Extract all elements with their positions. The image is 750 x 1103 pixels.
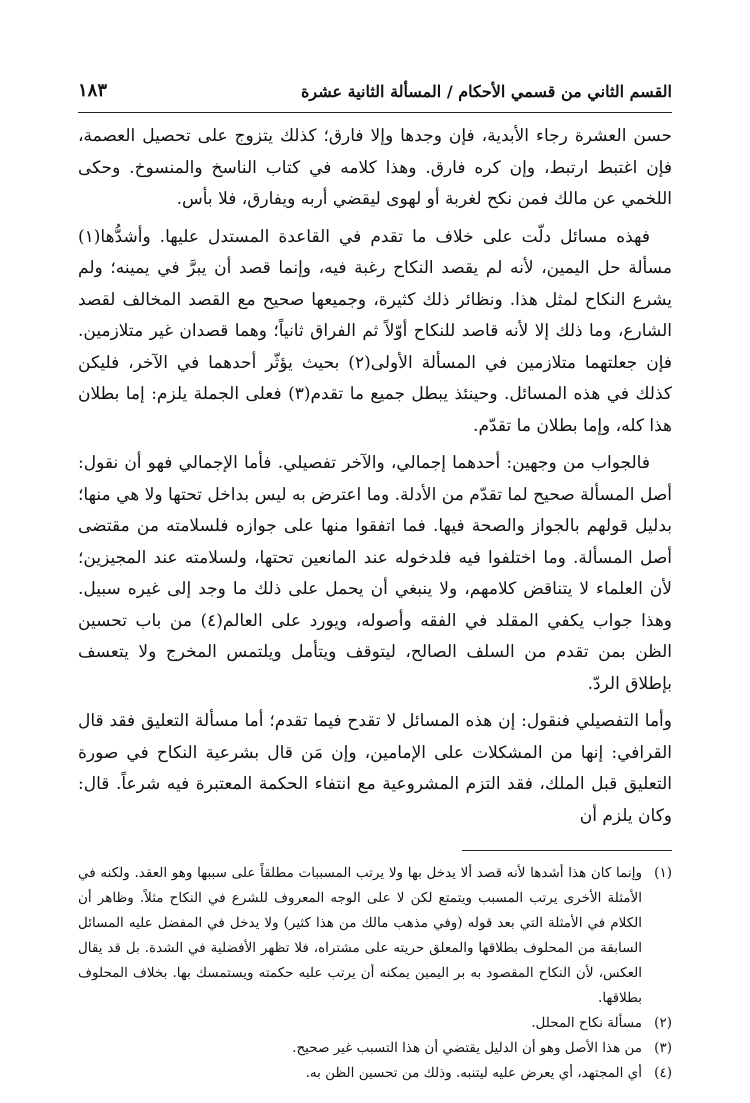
header-title: القسم الثاني من قسمي الأحكام / المسألة الثانية عشرة [301, 82, 672, 101]
footnotes [78, 861, 672, 1086]
paragraph: حسن العشرة رجاء الأبدية، فإن وجدها وإلا فارق؛ كذلك يتزوج على تحصيل العصمة، فإن اغتبط ارتبط، وإن كره فارق. وهذا كلامه في كتاب الناسخ والمنسوخ. وحكى اللخمي عن مالك فمن نكح لغربة أو لهوى ليقضي أربه ويفارق، فلا بأس. [78, 126, 672, 209]
paragraph: فهذه مسائل دلّت على خلاف ما تقدم في القاعدة المستدل عليها. وأشدُّها(١) مسألة حل اليمين، لأنه لم يقصد النكاح رغبة فيه، وإنما قصد أن يبرَّ في يمينه؛ ولم يشرع النكاح لمثل هذا. ونظائر ذلك كثيرة، وجميعها صحيح مع القصد المخالف لقصد الشارع، وما ذلك إلا لأنه قاصد للنكاح أوّلاً ثم الفراق ثانياً؛ وهما قصدان غير متلازمين. فإن جعلتهما متلازمين في المسألة الأولى(٢) بحيث يؤثّر أحدهما في الآخر، فليكن كذلك في هذه المسائل. وحينئذ يبطل جميع ما تقدم(٣) فعلى الجملة يلزم: إما بطلان هذا كله، وإما بطلان ما تقدّم. [78, 226, 673, 436]
footnote [78, 1061, 672, 1086]
footnote [78, 861, 672, 1011]
paragraph: فالجواب من وجهين: أحدهما إجمالي، والآخر تفصيلي. فأما الإجمالي فهو أن نقول: أصل المسألة صحيح لما تقدّم من الأدلة. وما اعترض به ليس بداخل تحتها ولا هي منها؛ بدليل قولهم بالجواز والصحة فيها. فما اتفقوا منها على جوازه فلسلامته من مقتضى أصل المسألة. وما اختلفوا فيه فلدخوله عند المانعين تحتها، ولسلامته عند المجيزين؛ لأن العلماء لا يتناقض كلامهم، ولا ينبغي أن يحمل على ذلك ما وجد إلى غيره سبيل. وهذا جواب يكفي المقلد في الفقه وأصوله، ويورد على العالم(٤) من باب تحسين الظن بمن تقدم من السلف الصالح، ليتوقف ويتأمل ويلتمس المخرج ولا يتعسف بإطلاق الردّ. [78, 453, 672, 694]
footnote [78, 1011, 672, 1036]
footnote [78, 1036, 672, 1061]
footnote-number: (٢) [654, 1015, 672, 1031]
running-header [78, 78, 672, 113]
footnote-text: من هذا الأصل وهو أن الدليل يقتضي أن هذا التسبب غير صحيح. [292, 1040, 642, 1056]
body-text [78, 121, 672, 832]
footnote-text: مسألة نكاح المحلل. [531, 1015, 642, 1031]
footnote-number: (١) [654, 865, 672, 881]
footnote-number: (٣) [654, 1040, 672, 1056]
footnote-separator [462, 850, 672, 851]
paragraph: وأما التفصيلي فنقول: إن هذه المسائل لا تقدح فيما تقدم؛ أما مسألة التعليق فقد قال القرافي: إنها من المشكلات على الإمامين، وإن مَن قال بشرعية النكاح في صورة التعليق قبل الملك، فقد التزم المشروعية مع انتفاء الحكمة المعتبرة فيه شرعاً. قال: وكان يلزم أن [78, 711, 672, 826]
footnote-number: (٤) [654, 1065, 672, 1081]
page-number: ١٨٣ [78, 80, 108, 101]
footnote-text: وإنما كان هذا أشدها لأنه قصد ألا يدخل بها ولا يرتب المسببات مطلقاً على سببها وهو العقد. ولكنه في الأمثلة الأخرى يرتب المسبب ويتمتع لكن لا على الوجه المعروف للشرع في النكاح مثلاً. وظاهر أن الكلام في الأمثلة التي بعد قوله (وفي مذهب مالك من هذا كثير) ولا يدخل في المفضل عليه المسائل السابقة من المحلوف بطلاقها والمعلق حريته على مشتراه، فلا تظهر الأفضلية في الشدة. بل قد يقال العكس، لأن النكاح المقصود به بر اليمين يمكنه أن يرتب عليه حكمته ويستمسك بها. بخلاف المحلوف بطلاقها. [78, 865, 642, 1006]
footnote-text: أي المجتهد، أي يعرض عليه ليتنبه. وذلك من تحسين الظن به. [305, 1065, 642, 1081]
